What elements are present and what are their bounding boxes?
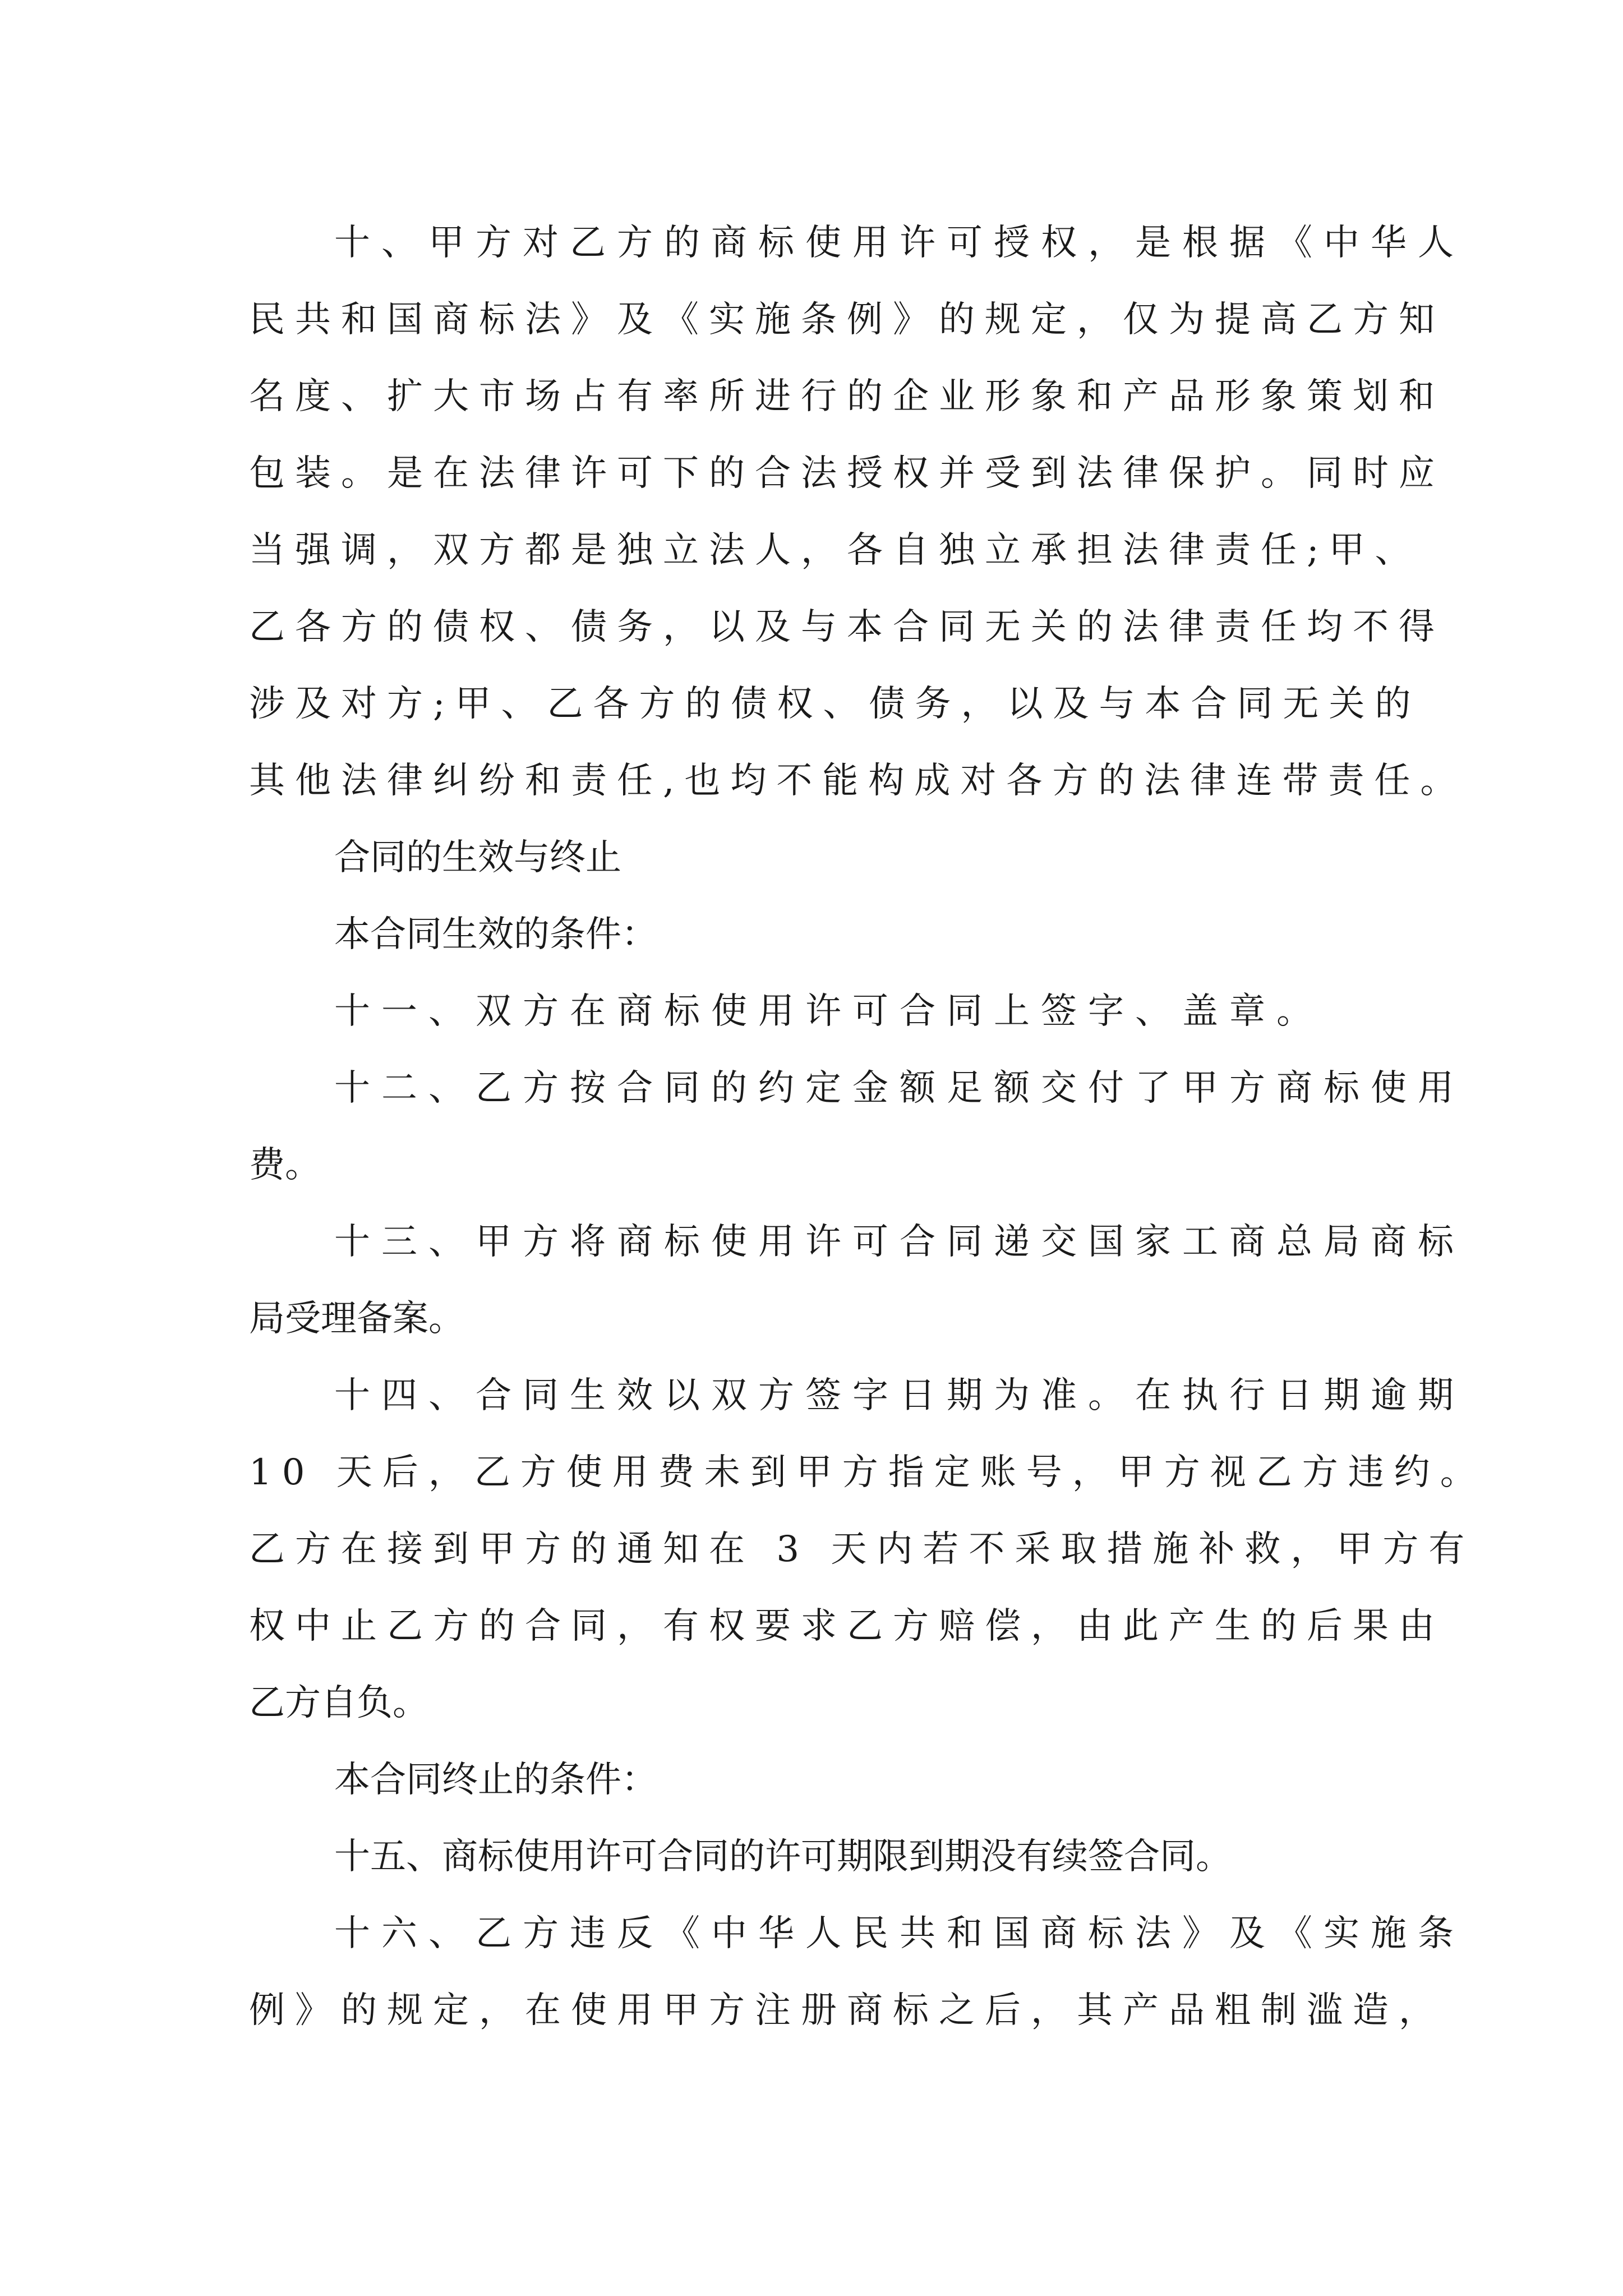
- paragraph-line: 乙方自负。: [249, 1682, 428, 1724]
- paragraph-line: 当强调，双方都是独立法人，各自独立承担法律责任;甲、: [249, 530, 1421, 571]
- paragraph-line: 十四、合同生效以双方签字日期为准。在执行日期逾期: [334, 1375, 1465, 1416]
- paragraph-line: 10 天后，乙方使用费未到甲方指定账号，甲方视乙方违约。: [249, 1452, 1486, 1493]
- paragraph-line: 其他法律纠纷和责任,也均不能构成对各方的法律连带责任。: [249, 760, 1467, 802]
- paragraph-line: 涉及对方;甲、乙各方的债权、债务，以及与本合同无关的: [249, 683, 1421, 725]
- paragraph-line: 乙方在接到甲方的通知在 3 天内若不采取措施补救，甲方有: [249, 1529, 1475, 1570]
- paragraph-line: 十、甲方对乙方的商标使用许可授权，是根据《中华人: [334, 222, 1465, 264]
- paragraph-line: 十五、商标使用许可合同的许可期限到期没有续签合同。: [334, 1836, 1232, 1878]
- paragraph-line: 民共和国商标法》及《实施条例》的规定，仅为提高乙方知: [249, 299, 1445, 341]
- paragraph-line: 包装。是在法律许可下的合法授权并受到法律保护。同时应: [249, 453, 1445, 494]
- paragraph-line: 权中止乙方的合同，有权要求乙方赔偿，由此产生的后果由: [249, 1605, 1445, 1647]
- paragraph-line: 局受理备案。: [249, 1298, 464, 1340]
- paragraph-line: 十二、乙方按合同的约定金额足额交付了甲方商标使用: [334, 1068, 1465, 1109]
- paragraph-line: 十三、甲方将商标使用许可合同递交国家工商总局商标: [334, 1221, 1465, 1263]
- paragraph-line: 本合同生效的条件：: [334, 914, 657, 955]
- paragraph-line: 例》的规定，在使用甲方注册商标之后，其产品粗制滥造，: [249, 1990, 1445, 2031]
- paragraph-line: 十六、乙方违反《中华人民共和国商标法》及《实施条: [334, 1913, 1465, 1954]
- paragraph-line: 本合同终止的条件：: [334, 1759, 657, 1801]
- section-heading: 合同的生效与终止: [334, 837, 621, 878]
- paragraph-line: 费。: [249, 1144, 321, 1186]
- paragraph-line: 十一、双方在商标使用许可合同上签字、盖章。: [334, 991, 1324, 1032]
- paragraph-line: 乙各方的债权、债务，以及与本合同无关的法律责任均不得: [249, 606, 1445, 648]
- paragraph-line: 名度、扩大市场占有率所进行的企业形象和产品形象策划和: [249, 376, 1445, 417]
